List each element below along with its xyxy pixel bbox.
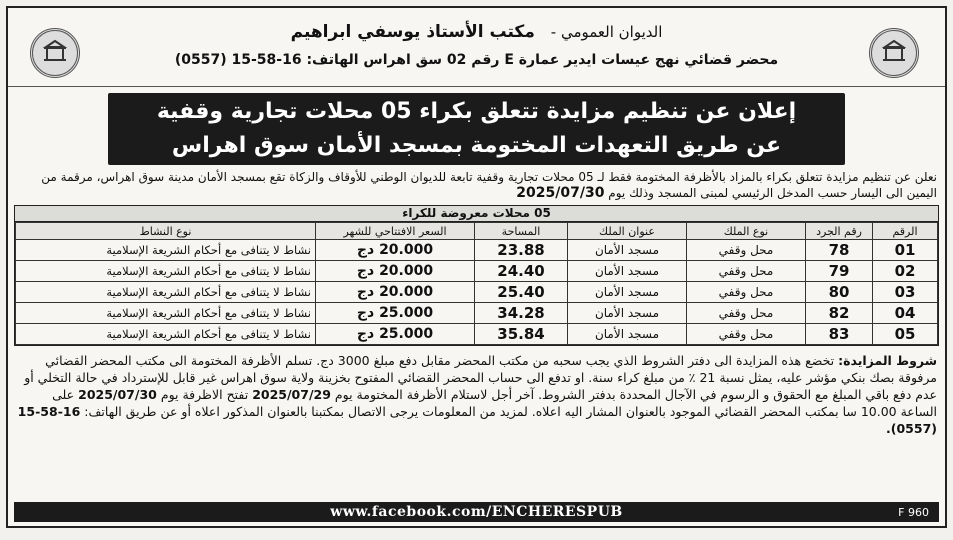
auction-terms bbox=[8, 346, 945, 437]
col-property-type: نوع الملك bbox=[687, 223, 806, 240]
row-area: 23.88 bbox=[475, 240, 568, 261]
row-price: 25.000 دج bbox=[316, 303, 475, 324]
row-number: 01 bbox=[873, 240, 938, 261]
table-row bbox=[16, 303, 938, 324]
deposit-deadline: 2025/07/29 bbox=[252, 387, 331, 402]
row-price: 25.000 دج bbox=[316, 324, 475, 345]
row-property-address: مسجد الأمان bbox=[568, 282, 687, 303]
contact-phone: 16-58-15 (0557). bbox=[17, 404, 937, 436]
announcement-page bbox=[6, 6, 947, 528]
office-title: مكتب الأستاذ يوسفي ابراهيم bbox=[290, 22, 535, 42]
row-activity: نشاط لا يتنافى مع أحكام الشريعة الإسلامية bbox=[16, 324, 316, 345]
table-row bbox=[16, 261, 938, 282]
row-area: 34.28 bbox=[475, 303, 568, 324]
table-row bbox=[16, 282, 938, 303]
row-property-type: محل وقفي bbox=[687, 261, 806, 282]
opening-date: 2025/07/30 bbox=[78, 387, 157, 402]
row-property-address: مسجد الأمان bbox=[568, 324, 687, 345]
terms-label: شروط المزايدة: bbox=[838, 353, 937, 368]
row-activity: نشاط لا يتنافى مع أحكام الشريعة الإسلامية bbox=[16, 261, 316, 282]
row-property-type: محل وقفي bbox=[687, 282, 806, 303]
row-area: 25.40 bbox=[475, 282, 568, 303]
row-inventory: 79 bbox=[806, 261, 873, 282]
table-row bbox=[16, 240, 938, 261]
row-activity: نشاط لا يتنافى مع أحكام الشريعة الإسلامية bbox=[16, 282, 316, 303]
terms-text-1: تخضع هذه المزايدة الى دفتر الشروط الذي يجب سحبه من مكتب المحضر مقابل دفع مبلغ 3000 دج. تسلم الأظرفة المختومة الى مكتب المحضر القضائي مرفوقة بصك بنكي مؤشر عليه، يمثل نسبة 21 ٪ من مبلغ كراء سنة. او تدفع الى حساب المحضر القضائي المفتوح بخزينة ولاية سوق اهراس غير قابل للإسترداد في حالة التخلي أو عدم دفع باقي المبلغ مع الحقوق و الرسوم في الآجال المحددة بدفتر الشروط. آخر أجل لاستلام الأظرفة المختومة يوم bbox=[24, 353, 937, 402]
col-activity: نوع النشاط bbox=[16, 223, 316, 240]
col-property-address: عنوان الملك bbox=[568, 223, 687, 240]
table-row bbox=[16, 324, 938, 345]
table-header-row bbox=[16, 223, 938, 240]
row-property-type: محل وقفي bbox=[687, 240, 806, 261]
row-number: 04 bbox=[873, 303, 938, 324]
office-address: محضر قضائي نهج عيسات ايدير عمارة E رقم 02 سق اهراس الهاتف: 16-58-15 (0557) bbox=[174, 52, 779, 68]
row-inventory: 83 bbox=[806, 324, 873, 345]
footer-bar bbox=[14, 502, 939, 522]
row-property-address: مسجد الأمان bbox=[568, 303, 687, 324]
row-property-type: محل وقفي bbox=[687, 324, 806, 345]
auction-date: 2025/07/30 bbox=[516, 185, 605, 201]
shops-table bbox=[15, 222, 938, 345]
row-price: 20.000 دج bbox=[316, 240, 475, 261]
ad-code: F 960 bbox=[898, 505, 929, 519]
office-subtitle: الديوان العمومي - bbox=[550, 23, 663, 41]
terms-text-3: على الساعة 10.00 سا بمكتب المحضر القضائي الموجود بالعنوان المشار اليه اعلاه. لمزيد من المعلومات يرجى الاتصال بمكتبنا بالعنوان المذكور اعلاه أو عن طريق الهاتف: bbox=[52, 387, 937, 419]
col-inventory: رقم الجرد bbox=[806, 223, 873, 240]
row-price: 20.000 دج bbox=[316, 261, 475, 282]
row-inventory: 82 bbox=[806, 303, 873, 324]
col-number: الرقم bbox=[873, 223, 938, 240]
intro-paragraph bbox=[8, 165, 945, 203]
shops-table-wrapper bbox=[14, 205, 939, 346]
row-number: 02 bbox=[873, 261, 938, 282]
row-area: 24.40 bbox=[475, 261, 568, 282]
intro-text: نعلن عن تنظيم مزايدة تتعلق بكراء بالمزاد بالأظرفة المختومة فقط لـ 05 محلات تجارية وقفية تابعة للديوان الوطني للأوقاف والزكاة تقع بمسجد الأمان مدينة سوق اهراس، مرقمة من اليمين الى اليسار حسب المدخل الرئيسي لمبنى المسجد وذلك يوم bbox=[41, 170, 937, 200]
row-property-type: محل وقفي bbox=[687, 303, 806, 324]
row-inventory: 78 bbox=[806, 240, 873, 261]
row-property-address: مسجد الأمان bbox=[568, 261, 687, 282]
header bbox=[8, 8, 945, 87]
terms-text-2: تفتح الاظرفة يوم bbox=[160, 387, 249, 402]
row-property-address: مسجد الأمان bbox=[568, 240, 687, 261]
row-area: 35.84 bbox=[475, 324, 568, 345]
row-number: 03 bbox=[873, 282, 938, 303]
headline-line-2: عن طريق التعهدات المختومة بمسجد الأمان سوق اهراس bbox=[171, 133, 782, 158]
col-opening-price: السعر الافتتاحي للشهر bbox=[316, 223, 475, 240]
row-activity: نشاط لا يتنافى مع أحكام الشريعة الإسلامية bbox=[16, 303, 316, 324]
row-number: 05 bbox=[873, 324, 938, 345]
headline-line-1: إعلان عن تنظيم مزايدة تتعلق بكراء 05 محلات تجارية وقفية bbox=[156, 99, 797, 124]
col-area: المساحة bbox=[475, 223, 568, 240]
row-price: 20.000 دج bbox=[316, 282, 475, 303]
row-activity: نشاط لا يتنافى مع أحكام الشريعة الإسلامية bbox=[16, 240, 316, 261]
headline-banner bbox=[108, 93, 845, 165]
office-title-line bbox=[8, 22, 945, 42]
row-inventory: 80 bbox=[806, 282, 873, 303]
table-caption: 05 محلات معروضة للكراء bbox=[15, 206, 938, 222]
facebook-link[interactable]: www.facebook.com/ENCHERESPUB bbox=[330, 504, 623, 520]
